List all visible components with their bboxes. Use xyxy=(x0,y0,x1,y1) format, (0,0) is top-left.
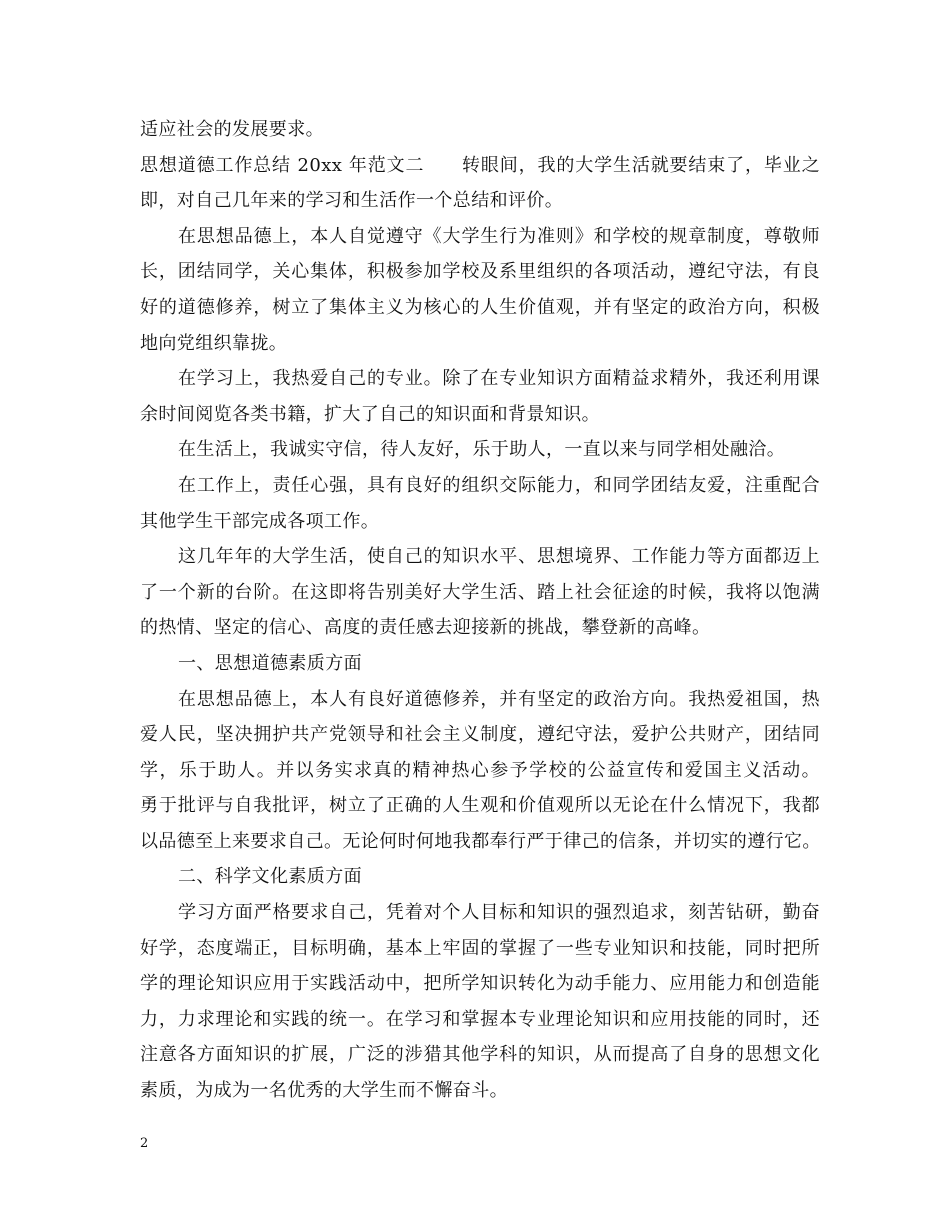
text-line: 在思想品德上，本人自觉遵守《大学生行为准则》和学校的规章制度，尊敬师 xyxy=(178,225,820,247)
text-line: 二、科学文化素质方面 xyxy=(178,866,362,888)
text-line: 余时间阅览各类书籍，扩大了自己的知识面和背景知识。 xyxy=(140,403,600,425)
text-line: 注意各方面知识的扩展，广泛的涉猎其他学科的知识，从而提高了自身的思想文化 xyxy=(140,1044,820,1066)
text-line: 素质，为成为一名优秀的大学生而不懈奋斗。 xyxy=(140,1080,508,1102)
text-line: 一、思想道德素质方面 xyxy=(178,652,362,674)
text-line: 学的理论知识应用于实践活动中，把所学知识转化为动手能力、应用能力和创造能 xyxy=(140,973,820,995)
text-line: 地向党组织靠拢。 xyxy=(140,332,288,354)
document-body xyxy=(140,112,820,1109)
text-line: 思想道德工作总结 20xx 年范文二 转眼间，我的大学生活就要结束了，毕业之 xyxy=(140,154,820,176)
text-line: 好的道德修养，树立了集体主义为核心的人生价值观，并有坚定的政治方向，积极 xyxy=(140,296,820,318)
text-line: 了一个新的台阶。在这即将告别美好大学生活、踏上社会征途的时候，我将以饱满 xyxy=(140,581,820,603)
text-line: 的热情、坚定的信心、高度的责任感去迎接新的挑战，攀登新的高峰。 xyxy=(140,617,711,639)
text-line: 学，乐于助人。并以务实求真的精神热心参予学校的公益宣传和爱国主义活动。 xyxy=(140,759,820,781)
text-line: 力，力求理论和实践的统一。在学习和掌握本专业理论知识和应用技能的同时，还 xyxy=(140,1008,820,1030)
text-line: 在生活上，我诚实守信，待人友好，乐于助人，一直以来与同学相处融洽。 xyxy=(178,439,786,461)
text-line: 以品德至上来要求自己。无论何时何地我都奉行严于律己的信条，并切实的遵行它。 xyxy=(140,830,821,852)
text-line: 在工作上，责任心强，具有良好的组织交际能力，和同学团结友爱，注重配合 xyxy=(178,474,820,496)
text-line: 长，团结同学，关心集体，积极参加学校及系里组织的各项活动，遵纪守法，有良 xyxy=(140,261,820,283)
text-line: 勇于批评与自我批评，树立了正确的人生观和价值观所以无论在什么情况下，我都 xyxy=(140,795,820,817)
text-line: 其他学生干部完成各项工作。 xyxy=(140,510,380,532)
page-number: 2 xyxy=(140,1136,149,1151)
text-line: 在学习上，我热爱自己的专业。除了在专业知识方面精益求精外，我还利用课 xyxy=(178,368,820,390)
text-line: 适应社会的发展要求。 xyxy=(140,119,324,140)
text-line: 爱人民，坚决拥护共产党领导和社会主义制度，遵纪守法，爱护公共财产，团结同 xyxy=(140,724,820,746)
text-line: 在思想品德上，本人有良好道德修养，并有坚定的政治方向。我热爱祖国，热 xyxy=(178,688,820,710)
text-line: 这几年年的大学生活，使自己的知识水平、思想境界、工作能力等方面都迈上 xyxy=(178,546,820,568)
text-line: 学习方面严格要求自己，凭着对个人目标和知识的强烈追求，刻苦钻研，勤奋 xyxy=(178,902,820,924)
text-line: 好学，态度端正，目标明确，基本上牢固的掌握了一些专业知识和技能，同时把所 xyxy=(140,937,820,959)
text-line: 即，对自己几年来的学习和生活作一个总结和评价。 xyxy=(140,190,564,212)
